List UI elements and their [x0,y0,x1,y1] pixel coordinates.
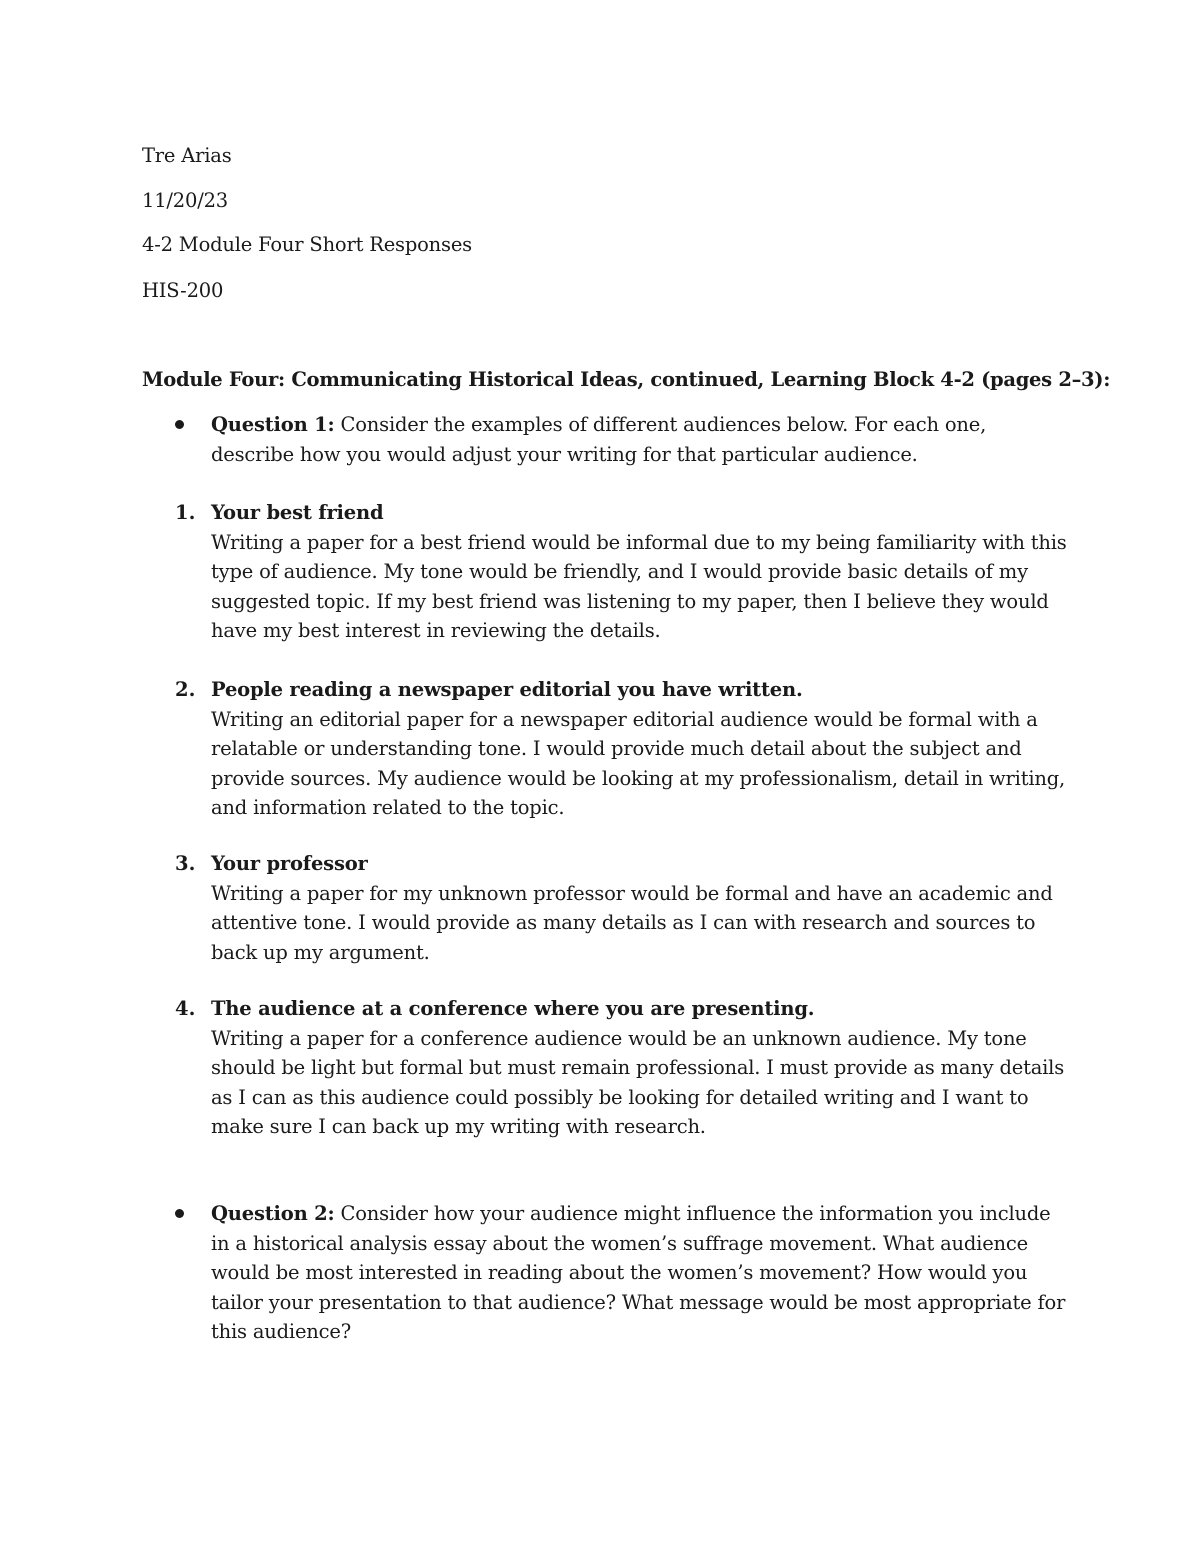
question-2-label: Question 2: [211,1202,335,1225]
question-2 [211,1199,1071,1347]
item-2-number: 2. [175,678,196,701]
question-1-label: Question 1: [211,413,335,436]
item-1-number: 1. [175,501,196,524]
item-4-title: The audience at a conference where you are presenting. [211,997,815,1020]
question-2-text: Consider how your audience might influence the information you include in a historical analysis essay about the women’s suffrage movement. What audience would be most interested in reading about the women’s movement? How would you tailor your presentation to that audience? What message would be most appropriate for this audience? [211,1202,1066,1343]
item-3-number: 3. [175,852,196,875]
question-1 [211,410,1071,469]
bullet-icon [175,420,184,429]
item-2-body: Writing an editorial paper for a newspaper editorial audience would be formal with a relatable or understanding tone. I would provide much detail about the subject and provide sources. My audience would be looking at my professionalism, detail in writing, and information related to the topic. [211,707,1066,819]
list-item [211,675,1071,823]
item-2-title: People reading a newspaper editorial you have written. [211,678,803,701]
bullet-icon [175,1209,184,1218]
list-item [211,498,1071,646]
submission-date: 11/20/23 [142,189,228,212]
item-4-number: 4. [175,997,196,1020]
item-4-body: Writing a paper for a conference audience would be an unknown audience. My tone should be light but formal but must remain professional. I must provide as many details as I can as this audience could possibly be looking for detailed writing and I want to make sure I can back up my writing with research. [211,1026,1065,1138]
question-1-text: Consider the examples of different audiences below. For each one, describe how you would adjust your writing for that particular audience. [211,413,987,466]
item-1-body: Writing a paper for a best friend would be informal due to my being familiarity with this type of audience. My tone would be friendly, and I would provide basic details of my suggested topic. If my best friend was listening to my paper, then I believe they would have my best interest in reviewing the details. [211,530,1067,642]
list-item [211,994,1071,1142]
item-3-title: Your professor [211,852,368,875]
item-1-title: Your best friend [211,501,384,524]
section-heading: Module Four: Communicating Historical Ideas, continued, Learning Block 4-2 (pages 2–3): [142,368,1111,391]
list-item [211,849,1071,967]
assignment-title: 4-2 Module Four Short Responses [142,233,472,256]
item-3-body: Writing a paper for my unknown professor would be formal and have an academic and attentive tone. I would provide as many details as I can with research and sources to back up my argument. [211,881,1053,964]
course-code: HIS-200 [142,279,224,302]
student-name: Tre Arias [142,144,232,167]
